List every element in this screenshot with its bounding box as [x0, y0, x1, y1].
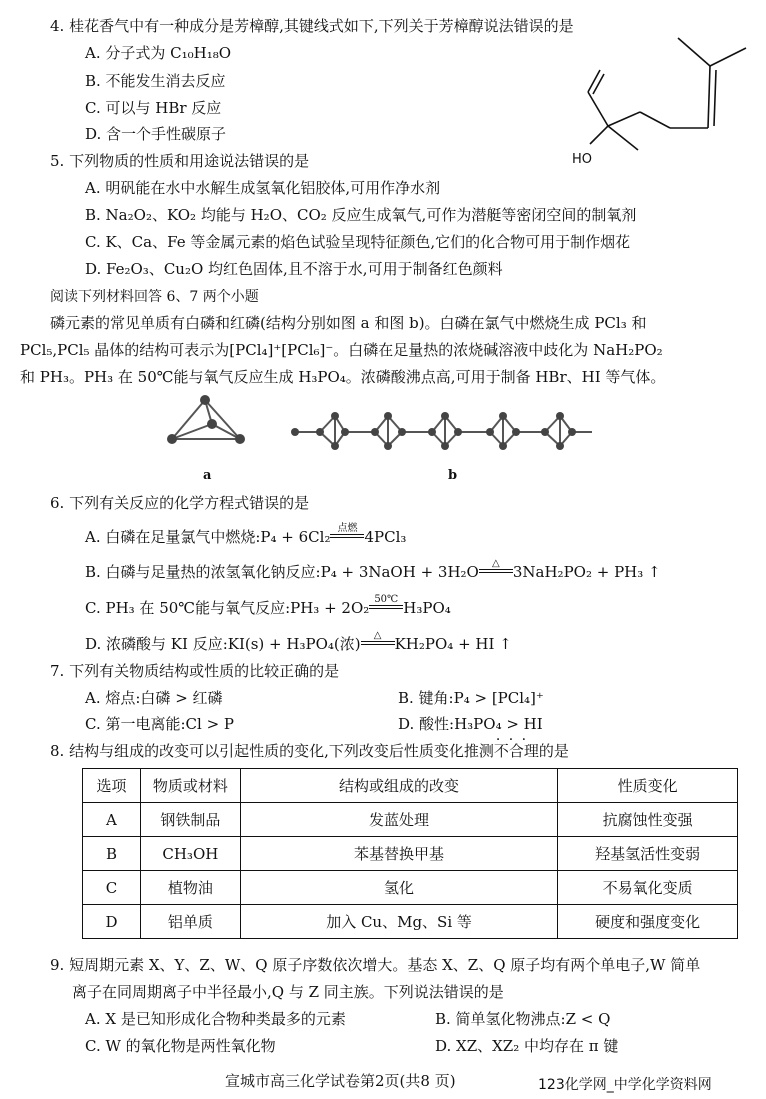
q8-stem-text: 8. 结构与组成的改变可以引起性质的变化,下列改变后性质变化推测	[50, 742, 494, 760]
q9-stem-line-2: 离子在同周期离子中半径最小,Q 与 Z 同主族。下列说法错误的是	[72, 983, 504, 1001]
q9-stem-line-1: 9. 短周期元素 X、Y、Z、W、Q 原子序数依次增大。基态 X、Z、Q 原子均有两个单电子,W 简单	[50, 956, 701, 974]
table-header-cell: 结构或组成的改变	[240, 769, 557, 803]
q6-b-reaction-arrow	[479, 558, 513, 573]
q6-a-reaction-arrow	[330, 523, 364, 538]
figure-label-b: b	[448, 468, 458, 483]
reading-line-3: 和 PH₃。PH₃ 在 50℃能与氧气反应生成 H₃PO₄。浓磷酸沸点高,可用于制备 HBr、HI 等气体。	[20, 368, 666, 386]
table-cell: 羟基氢活性变弱	[558, 837, 738, 871]
q5-option-b: B. Na₂O₂、KO₂ 均能与 H₂O、CO₂ 反应生成氧气,可作为潜艇等密闭空间的制氧剂	[85, 206, 637, 224]
q6-c-reactants: C. PH₃ 在 50℃能与氧气反应:PH₃ + 2O₂	[85, 599, 370, 617]
q6-b-products: 3NaH₂PO₂ + PH₃ ↑	[512, 563, 661, 581]
q6-d-condition: △	[373, 629, 382, 641]
table-header-row	[83, 769, 738, 803]
q7-option-d: D. 酸性:H₃PO₄ > HI	[398, 715, 543, 733]
q4-option-c: C. 可以与 HBr 反应	[85, 99, 222, 117]
q6-c-condition: 50℃	[374, 593, 399, 605]
reading-line-2: PCl₅,PCl₅ 晶体的结构可表示为[PCl₄]⁺[PCl₆]⁻。白磷在足量热的浓烧碱溶液中歧化为 NaH₂PO₂	[20, 341, 663, 359]
reading-intro: 阅读下列材料回答 6、7 两个小题	[50, 289, 259, 305]
q7-option-b: B. 键角:P₄ > [PCl₄]⁺	[398, 689, 544, 707]
table-cell: 氢化	[240, 871, 557, 905]
q6-a-products: 4PCl₃	[364, 528, 407, 546]
reading-line-1: 磷元素的常见单质有白磷和红磷(结构分别如图 a 和图 b)。白磷在氯气中燃烧生成 PCl₃ 和	[50, 314, 647, 332]
table-cell: 加入 Cu、Mg、Si 等	[240, 905, 557, 939]
table-cell: C	[83, 871, 141, 905]
q5-option-d: D. Fe₂O₃、Cu₂O 均红色固体,且不溶于水,可用于制备红色颜料	[85, 260, 503, 278]
q6-d-products: KH₂PO₄ + HI ↑	[394, 635, 512, 653]
table-row	[83, 837, 738, 871]
figure-label-a: a	[203, 468, 212, 483]
q9-option-d: D. XZ、XZ₂ 中均存在 π 键	[435, 1037, 619, 1055]
table-cell: D	[83, 905, 141, 939]
table-header-cell: 物质或材料	[140, 769, 240, 803]
q6-c-reaction-arrow	[369, 594, 403, 609]
phosphorus-structures-figure	[160, 394, 600, 464]
table-cell: 发蓝处理	[240, 803, 557, 837]
q8-table	[82, 768, 738, 939]
q5-option-c: C. K、Ca、Fe 等金属元素的焰色试验呈现特征颜色,它们的化合物可用于制作烟花	[85, 233, 631, 251]
q8-stem-emphasis: · · · 不合理	[494, 742, 539, 760]
table-cell: 铝单质	[140, 905, 240, 939]
page-footer: 宣城市高三化学试卷第2页(共8 页)	[225, 1072, 456, 1090]
q5-option-a: A. 明矾能在水中水解生成氢氧化铝胶体,可用作净水剂	[85, 179, 441, 197]
table-row	[83, 905, 738, 939]
q4-option-b: B. 不能发生消去反应	[85, 72, 226, 90]
table-cell: 钢铁制品	[140, 803, 240, 837]
q6-c-products: H₃PO₄	[403, 599, 451, 617]
q7-option-a: A. 熔点:白磷 > 红磷	[85, 689, 223, 707]
table-cell: 硬度和强度变化	[558, 905, 738, 939]
q4-option-a: A. 分子式为 C₁₀H₁₈O	[85, 44, 232, 62]
q6-d-reactants: D. 浓磷酸与 KI 反应:KI(s) + H₃PO₄(浓)	[85, 635, 361, 653]
q9-option-a: A. X 是已知形成化合物种类最多的元素	[85, 1010, 346, 1028]
table-cell: CH₃OH	[140, 837, 240, 871]
table-cell: 不易氧化变质	[558, 871, 738, 905]
q7-option-c: C. 第一电离能:Cl > P	[85, 715, 235, 733]
q9-option-c: C. W 的氧化物是两性氧化物	[85, 1037, 276, 1055]
q6-a-condition: 点燃	[337, 522, 358, 534]
table-row	[83, 871, 738, 905]
hydroxyl-label: HO	[572, 152, 593, 167]
q7-stem: 7. 下列有关物质结构或性质的比较正确的是	[50, 662, 340, 680]
q8-stem-end: 的是	[538, 742, 569, 760]
table-cell: A	[83, 803, 141, 837]
q6-d-reaction-arrow	[361, 630, 395, 645]
table-cell: 苯基替换甲基	[240, 837, 557, 871]
q6-stem: 6. 下列有关反应的化学方程式错误的是	[50, 494, 310, 512]
q6-b-condition: △	[492, 557, 500, 569]
q5-stem: 5. 下列物质的性质和用途说法错误的是	[50, 152, 310, 170]
table-row	[83, 803, 738, 837]
q8-stem	[50, 741, 569, 761]
site-watermark: 123化学网_中学化学资料网	[538, 1077, 712, 1093]
q4-stem: 4. 桂花香气中有一种成分是芳樟醇,其键线式如下,下列关于芳樟醇说法错误的是	[50, 17, 574, 35]
q6-a-reactants: A. 白磷在足量氯气中燃烧:P₄ + 6Cl₂	[85, 528, 331, 546]
q6-option-b	[85, 557, 661, 582]
linalool-structure-diagram	[560, 30, 760, 170]
table-header-cell: 性质变化	[558, 769, 738, 803]
q6-option-d	[85, 629, 512, 654]
table-cell: 植物油	[140, 871, 240, 905]
q4-option-d: D. 含一个手性碳原子	[85, 125, 227, 143]
table-header-cell: 选项	[83, 769, 141, 803]
q6-option-a	[85, 522, 407, 547]
q6-option-c	[85, 593, 451, 618]
table-cell: 抗腐蚀性变强	[558, 803, 738, 837]
q6-b-reactants: B. 白磷与足量热的浓氢氧化钠反应:P₄ + 3NaOH + 3H₂O	[85, 563, 479, 581]
q9-option-b: B. 简单氢化物沸点:Z < Q	[435, 1010, 611, 1028]
table-cell: B	[83, 837, 141, 871]
